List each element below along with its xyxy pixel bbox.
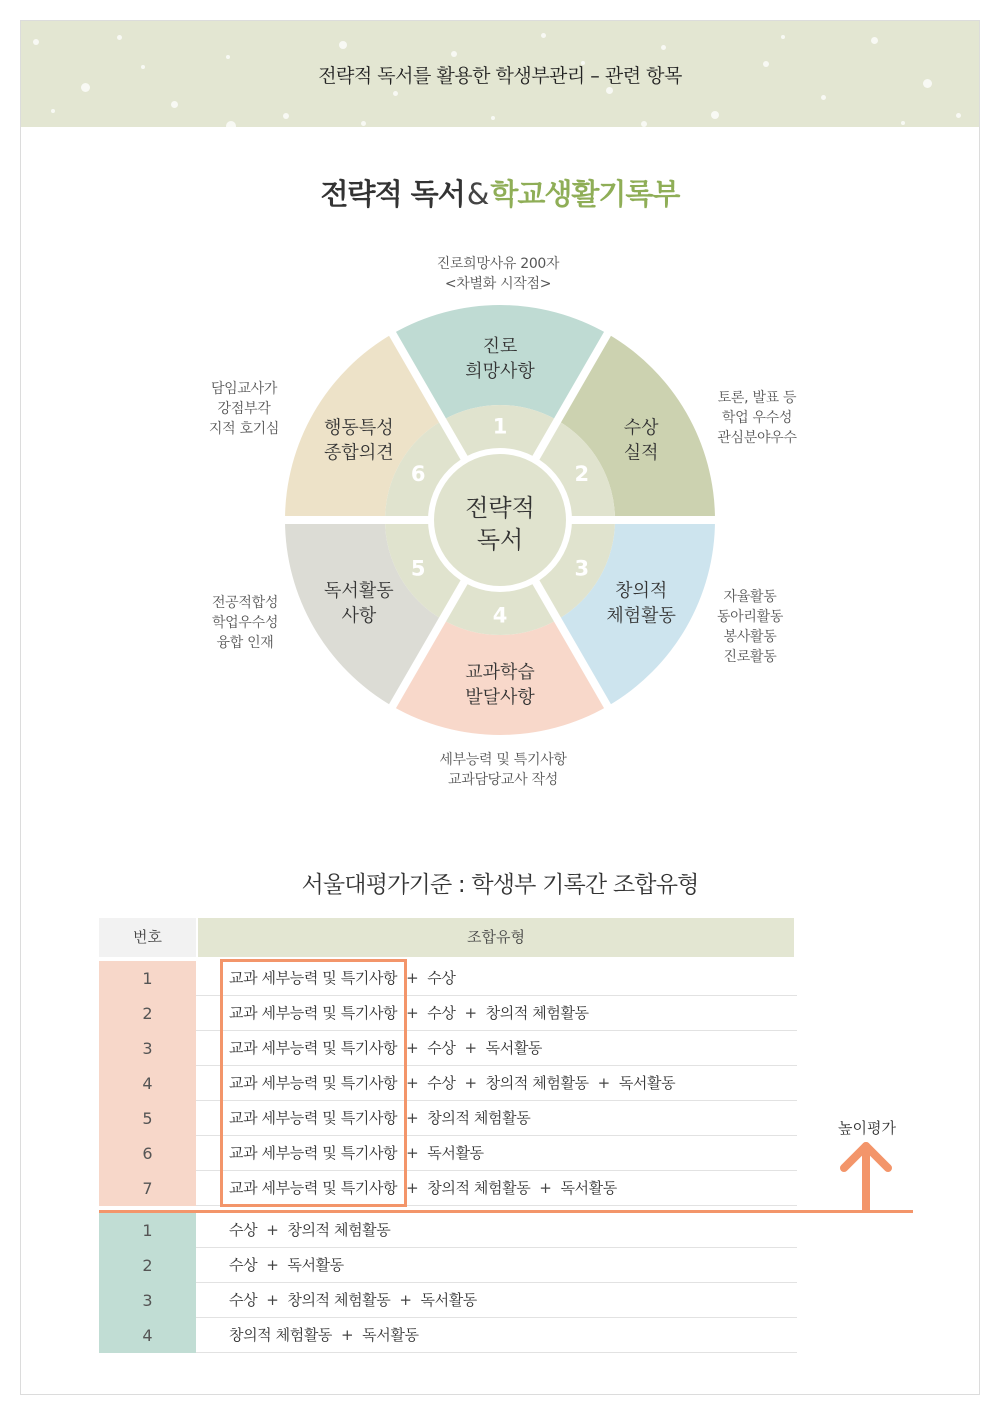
row-combination [229,1213,390,1248]
table-row [99,1213,797,1248]
table-row [99,961,797,996]
plus-sign: + [406,1144,419,1162]
table-title: 서울대평가기준 : 학생부 기록간 조합유형 [301,872,699,898]
combination-item: 수상 [427,1074,456,1092]
row-combination [229,1248,344,1283]
plus-sign: + [406,1109,419,1127]
plus-sign: + [464,1039,477,1057]
combination-item: 창의적 체험활동 [229,1326,332,1344]
row-number: 3 [99,1283,196,1318]
wheel-segment-label-line1: 창의적 [615,580,668,602]
diagram-title-part1: 전략적 독서 [320,177,465,211]
wheel-center-label-line2: 독서 [476,526,524,554]
wheel-center-label-line1: 전략적 [465,494,535,522]
plus-sign: + [464,1004,477,1022]
row-combination [229,1283,477,1318]
table-row [99,1031,797,1066]
up-arrow-icon [836,1140,896,1212]
combination-item: 창의적 체험활동 [427,1179,531,1197]
plus-sign: + [597,1074,610,1092]
combination-item: 창의적 체험활동 [287,1221,391,1239]
segment-note [164,379,324,439]
wheel-segment-label-line1: 행동특성 [324,417,394,439]
combination-item: 교과 세부능력 및 특기사항 [229,969,398,987]
plus-sign: + [464,1074,477,1092]
high-eval-divider [99,1210,913,1213]
combination-item: 창의적 체험활동 [287,1291,391,1309]
wheel-segment-label-line1: 교과학습 [465,662,535,683]
plus-sign: + [341,1326,354,1344]
segment-note [677,388,837,448]
segment-note-line: 진로희망사유 200자 [436,256,560,272]
plus-sign: + [266,1221,279,1239]
plus-sign: + [406,1074,419,1092]
row-number: 6 [99,1136,196,1171]
row-combination [229,1318,419,1353]
combination-item: 독서활동 [618,1074,676,1092]
segment-note-line: 전공적합성 [211,595,279,611]
table-row [99,1248,797,1283]
segment-note [670,587,830,667]
segment-note-line: 지적 호기심 [208,421,280,437]
diagram-title-part2: 학교생활기록부 [490,177,680,211]
segment-note [423,750,583,790]
combination-item: 독서활동 [362,1326,419,1344]
combination-item: 수상 [229,1291,258,1309]
table-row [99,996,797,1031]
plus-sign: + [406,969,419,987]
plus-sign: + [399,1291,412,1309]
combination-item: 독서활동 [560,1179,617,1197]
combination-item: 교과 세부능력 및 특기사항 [229,1039,398,1057]
table-row [99,1283,797,1318]
combination-item: 수상 [229,1221,258,1239]
wheel-segment-label-line1: 독서활동 [324,580,394,602]
row-number: 3 [99,1031,196,1066]
diagram-title-amp: & [466,177,489,211]
combination-item: 수상 [427,1039,456,1057]
plus-sign: + [406,1179,419,1197]
segment-note-line: 관심분야우수 [717,430,797,446]
combination-item: 독서활동 [427,1144,484,1162]
table-row [99,1066,797,1101]
combination-item: 창의적 체험활동 [485,1074,589,1092]
combination-item: 교과 세부능력 및 특기사항 [229,1144,398,1162]
segment-note-line: 학업 우수성 [721,410,793,426]
wheel-segment-label-line2: 종합의견 [324,442,394,464]
wheel-segment-label-line2: 실적 [623,442,659,464]
segment-note [418,254,578,294]
segment-note-line: 융합 인재 [216,635,274,651]
wheel-segment-label-line1: 수상 [623,417,659,439]
row-number: 1 [99,961,196,996]
wheel-segment-label-line2: 사항 [341,605,377,627]
wheel-segment-label-line2: 체험활동 [606,605,676,627]
combination-item: 수상 [427,969,456,987]
subject-highlight-box [220,959,407,1207]
combination-item: 독서활동 [485,1039,543,1057]
row-number: 5 [99,1101,196,1136]
combination-item: 창의적 체험활동 [485,1004,589,1022]
wheel-segment-number: 3 [574,556,590,581]
combination-item: 교과 세부능력 및 특기사항 [229,1109,398,1127]
row-number: 4 [99,1318,196,1353]
row-number: 2 [99,1248,196,1283]
plus-sign: + [406,1004,419,1022]
segment-note-line: 동아리활동 [716,609,784,625]
plus-sign: + [539,1179,552,1197]
table-header-type: 조합유형 [198,918,794,957]
row-separator [196,1352,797,1353]
table-row [99,1136,797,1171]
combination-item: 창의적 체험활동 [427,1109,531,1127]
wheel-segment-number: 4 [492,603,508,628]
segment-note [165,593,325,653]
wheel-segment-number: 6 [410,461,426,486]
combination-item: 수상 [427,1004,456,1022]
row-number: 2 [99,996,196,1031]
row-number: 7 [99,1171,196,1206]
segment-note-line: 진로활동 [723,649,777,665]
banner-title: 전략적 독서를 활용한 학생부관리 – 관련 항목 [318,65,682,87]
table-header-number: 번호 [99,918,196,957]
plus-sign: + [406,1039,419,1057]
plus-sign: + [266,1291,279,1309]
wheel-segment-number: 2 [574,461,590,486]
wheel-segment-label-line2: 희망사항 [465,361,535,382]
segment-note-line: 교과담당교사 작성 [448,772,558,788]
high-eval-label: 높이평가 [838,1119,896,1137]
row-number: 4 [99,1066,196,1101]
segment-note-line: 담임교사가 [210,381,278,397]
table-row [99,1101,797,1136]
combination-item: 독서활동 [420,1291,477,1309]
combination-item: 수상 [229,1256,258,1274]
segment-note-line: <차별화 시작점> [444,276,552,292]
combination-item: 교과 세부능력 및 특기사항 [229,1179,398,1197]
segment-note-line: 봉사활동 [723,629,777,645]
wheel-segment-label-line2: 발달사항 [465,687,535,708]
table-row [99,1318,797,1353]
segment-note-line: 토론, 발표 등 [717,390,797,406]
wheel-segment-number: 1 [492,414,508,439]
segment-note-line: 자율활동 [723,589,777,605]
segment-note-line: 세부능력 및 특기사항 [439,752,567,768]
segment-note-line: 강점부각 [217,401,271,417]
wheel-segment-number: 5 [410,556,426,581]
table-row [99,1171,797,1206]
wheel-segment-label-line1: 진로 [482,336,518,357]
segment-note-line: 학업우수성 [211,615,279,631]
plus-sign: + [266,1256,279,1274]
combination-item: 독서활동 [287,1256,344,1274]
combination-item: 교과 세부능력 및 특기사항 [229,1004,398,1022]
row-number: 1 [99,1213,196,1248]
combination-item: 교과 세부능력 및 특기사항 [229,1074,398,1092]
